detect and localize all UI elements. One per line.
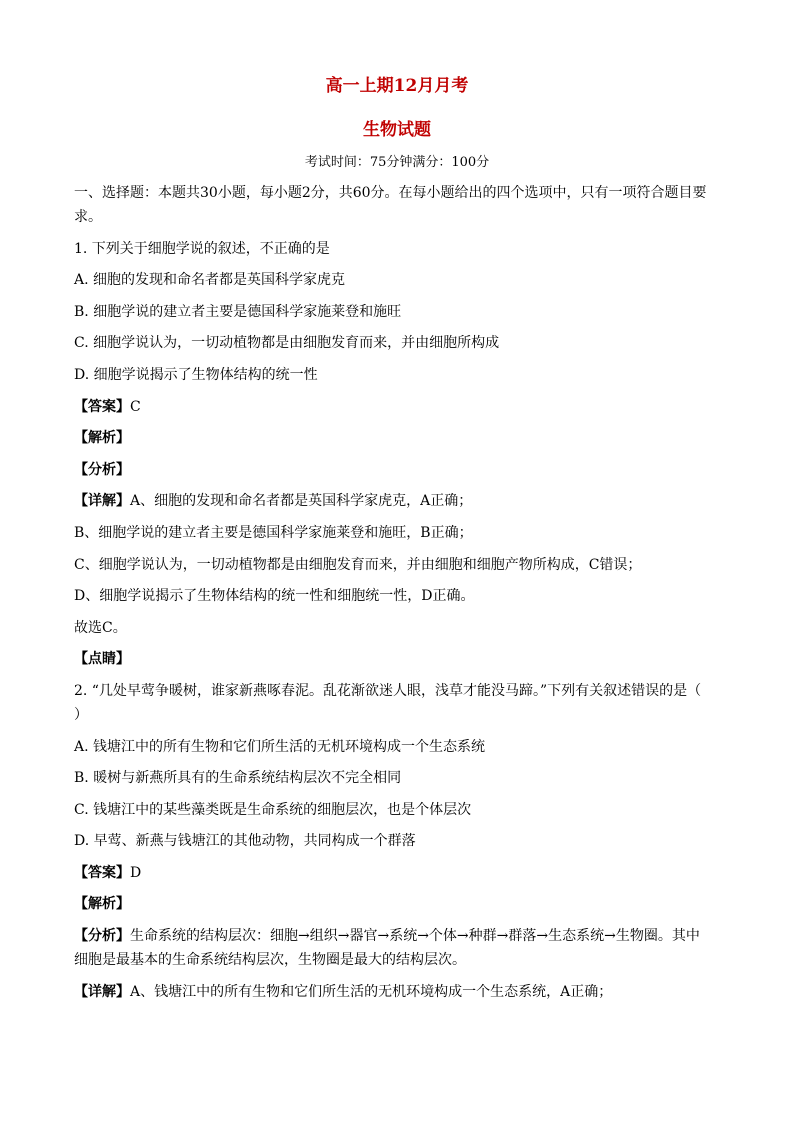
- question-1-option-d: D. 细胞学说揭示了生物体结构的统一性: [74, 366, 318, 383]
- question-1-answer: [74, 397, 724, 429]
- detail-text: A、细胞的发现和命名者都是英国科学家虎克，A正确；: [130, 493, 473, 510]
- question-1-analysis-label: 【解析】: [74, 430, 130, 447]
- fenxi-label: 【分析】: [74, 928, 130, 945]
- exam-title: 高一上期12月月考: [325, 76, 469, 96]
- question-1-conclusion: 故选C。: [74, 619, 127, 636]
- question-1-option-c: C. 细胞学说认为，一切动植物都是由细胞发育而来，并由细胞所构成: [74, 335, 500, 352]
- question-2-option-b: B. 暖树与新燕所具有的生命系统结构层次不完全相同: [74, 770, 402, 787]
- section-intro-line: 求。: [74, 209, 102, 225]
- question-2-stem-cont: ）: [74, 706, 88, 723]
- question-2-detail-line: [74, 982, 724, 1014]
- detail-label: 【详解】: [74, 983, 130, 1000]
- question-1-option-a: A. 细胞的发现和命名者都是英国科学家虎克: [74, 272, 346, 289]
- question-1-detail-line: C、细胞学说认为，一切动植物都是由细胞发育而来，并由细胞和细胞产物所构成，C错误；: [74, 556, 642, 573]
- question-1-detail-line: D、细胞学说揭示了生物体结构的统一性和细胞统一性，D正确。: [74, 588, 475, 605]
- answer-label: 【答案】: [74, 864, 130, 881]
- exam-info: 考试时间：75分钟满分：100分: [304, 155, 490, 170]
- question-2-option-c: C. 钱塘江中的某些藻类既是生命系统的细胞层次，也是个体层次: [74, 801, 472, 818]
- question-2-option-d: D. 早莺、新燕与钱塘江的其他动物，共同构成一个群落: [74, 833, 416, 850]
- subject-title: 生物试题: [363, 120, 431, 140]
- question-1-dianjing-label: 【点睛】: [74, 651, 130, 668]
- question-2-fenxi-line: 细胞是最基本的生命系统结构层次，生物圈是最大的结构层次。: [74, 952, 466, 969]
- answer-value: D: [130, 864, 142, 881]
- answer-value: C: [130, 398, 141, 415]
- question-1-stem: 1. 下列关于细胞学说的叙述，不正确的是: [74, 240, 330, 257]
- question-1-option-b: B. 细胞学说的建立者主要是德国科学家施莱登和施旺: [74, 303, 402, 320]
- fenxi-text: 生命系统的结构层次：细胞→组织→器官→系统→个体→种群→群落→生态系统→生物圈。其中: [130, 928, 700, 945]
- question-2-stem: 2. “几处早莺争暖树，谁家新燕啄春泥。乱花渐欲迷人眼，浅草才能没马蹄。”下列有关叙述错误的是（: [74, 682, 702, 699]
- question-2-fenxi-line: [74, 926, 724, 950]
- question-1-detail-line: [74, 491, 724, 523]
- detail-text: A、钱塘江中的所有生物和它们所生活的无机环境构成一个生态系统，A正确；: [130, 983, 613, 1000]
- answer-label: 【答案】: [74, 398, 130, 415]
- question-2-analysis-label: 【解析】: [74, 896, 130, 913]
- question-1-detail-line: B、细胞学说的建立者主要是德国科学家施莱登和施旺，B正确；: [74, 524, 473, 541]
- question-2-answer: [74, 863, 724, 895]
- document-body: [74, 183, 724, 1013]
- detail-label: 【详解】: [74, 493, 130, 510]
- section-intro-line: 一、选择题：本题共30小题，每小题2分，共60分。在每小题给出的四个选项中，只有一项符合题目要: [74, 185, 707, 201]
- question-2-option-a: A. 钱塘江中的所有生物和它们所生活的无机环境构成一个生态系统: [74, 738, 486, 755]
- question-1-fenxi-label: 【分析】: [74, 461, 130, 478]
